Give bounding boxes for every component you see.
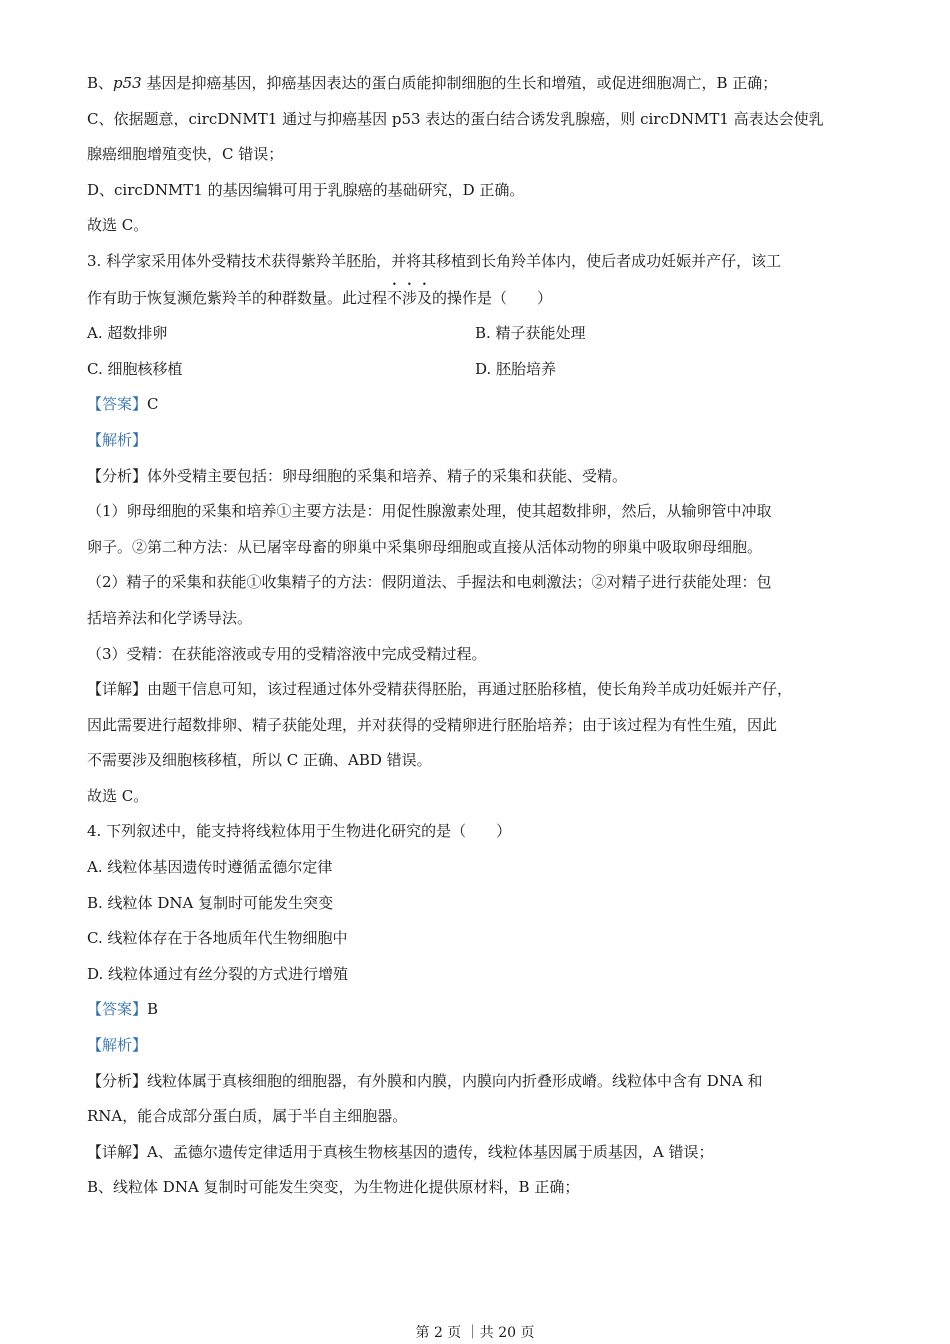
text-line: （1）卵母细胞的采集和培养①主要方法是：用促性腺激素处理，使其超数排卵，然后，从输卵管中冲取 <box>87 502 772 521</box>
text-line: C、依据题意，circDNMT1 通过与抑癌基因 p53 表达的蛋白结合诱发乳腺癌，则 circDNMT1 高表达会使乳 <box>87 109 824 128</box>
q4-answer <box>87 992 867 1028</box>
q3-options-row <box>87 352 867 388</box>
text-line: 不需要涉及细胞核移植，所以 C 正确、ABD 错误。 <box>87 751 432 770</box>
text-line <box>87 66 867 102</box>
emphasis-text: 不涉及 <box>387 288 433 307</box>
q3-options-row <box>87 316 867 352</box>
text: A、孟德尔遗传定律适用于真核生物核基因的遗传，线粒体基因属于质基因，A 错误； <box>147 1142 714 1161</box>
q4-option-a: A. 线粒体基因遗传时遵循孟德尔定律 <box>87 858 333 877</box>
answer-value: C <box>147 395 159 414</box>
fenxi-tag: 【分析】 <box>87 1071 148 1090</box>
text-line: RNA，能合成部分蛋白质，属于半自主细胞器。 <box>87 1107 408 1126</box>
q4-option-d: D. 线粒体通过有丝分裂的方式进行增殖 <box>87 964 349 983</box>
text-line: 括培养法和化学诱导法。 <box>87 608 253 627</box>
q3-stem: 3. 科学家采用体外受精技术获得紫羚羊胚胎，并将其移植到长角羚羊体内，使后者成功妊娠并产仔，该工 <box>87 251 782 270</box>
q3-option-a: A. 超数排卵 <box>87 324 168 343</box>
choose-line: 故选 C。 <box>87 216 149 235</box>
text: 由题干信息可知，该过程通过体外受精获得胚胎，再通过胚胎移植，使长角羚羊成功妊娠并产仔， <box>147 680 793 699</box>
q4-option-b: B. 线粒体 DNA 复制时可能发生突变 <box>87 893 334 912</box>
text-line: 因此需要进行超数排卵、精子获能处理，并对获得的受精卵进行胚胎培养；由于该过程为有性生殖，因此 <box>87 715 778 734</box>
text: 体外受精主要包括：卵母细胞的采集和培养、精子的采集和获能、受精。 <box>147 466 628 485</box>
q3-analysis-tag: 【解析】 <box>87 430 148 449</box>
q4-option-c: C. 线粒体存在于各地质年代生物细胞中 <box>87 929 348 948</box>
answer-tag: 【答案】 <box>87 1000 148 1019</box>
q3-option-d: D. 胚胎培养 <box>475 359 557 378</box>
q4-stem: 4. 下列叙述中，能支持将线粒体用于生物进化研究的是（ ） <box>87 822 512 841</box>
text-line: D、circDNMT1 的基因编辑可用于乳腺癌的基础研究，D 正确。 <box>87 180 525 199</box>
fenxi-tag: 【分析】 <box>87 466 148 485</box>
q3-answer <box>87 387 867 423</box>
text-line: （2）精子的采集和获能①收集精子的方法：假阴道法、手握法和电刺激法；②对精子进行获能处理：包 <box>87 573 772 592</box>
q4-fenxi <box>87 1064 867 1100</box>
text: 的操作是（ ） <box>432 288 553 307</box>
text-line: B、线粒体 DNA 复制时可能发生突变，为生物进化提供原材料，B 正确； <box>87 1178 580 1197</box>
q3-fenxi <box>87 459 867 495</box>
text: 线粒体属于真核细胞的细胞器，有外膜和内膜，内膜向内折叠形成嵴。线粒体中含有 DNA 和 <box>147 1071 763 1090</box>
q4-analysis-tag: 【解析】 <box>87 1036 148 1055</box>
xiangjie-tag: 【详解】 <box>87 1142 148 1161</box>
text-line: 腺癌细胞增殖变快，C 错误； <box>87 145 284 164</box>
text-line: 卵子。②第二种方法：从已屠宰母畜的卵巢中采集卵母细胞或直接从活体动物的卵巢中吸取卵母细胞。 <box>87 537 763 556</box>
q3-option-c: C. 细胞核移植 <box>87 359 183 378</box>
page-footer: 第 2 页 ｜共 20 页 <box>415 1325 535 1341</box>
page-content <box>87 66 867 1206</box>
text-line: （3）受精：在获能溶液或专用的受精溶液中完成受精过程。 <box>87 644 487 663</box>
choose-line: 故选 C。 <box>87 786 149 805</box>
text: 作有助于恢复濒危紫羚羊的种群数量。此过程 <box>87 288 388 307</box>
text: 基因是抑癌基因，抑癌基因表达的蛋白质能抑制细胞的生长和增殖，或促进细胞凋亡，B 正确； <box>141 74 778 92</box>
q3-option-b: B. 精子获能处理 <box>475 324 586 343</box>
gene-name: p53 <box>113 74 142 92</box>
q3-xiangjie <box>87 672 867 708</box>
answer-value: B <box>147 1000 159 1019</box>
q3-stem <box>87 280 867 317</box>
q4-xiangjie <box>87 1135 867 1171</box>
answer-tag: 【答案】 <box>87 395 148 414</box>
xiangjie-tag: 【详解】 <box>87 680 148 699</box>
text: B、 <box>87 74 114 92</box>
